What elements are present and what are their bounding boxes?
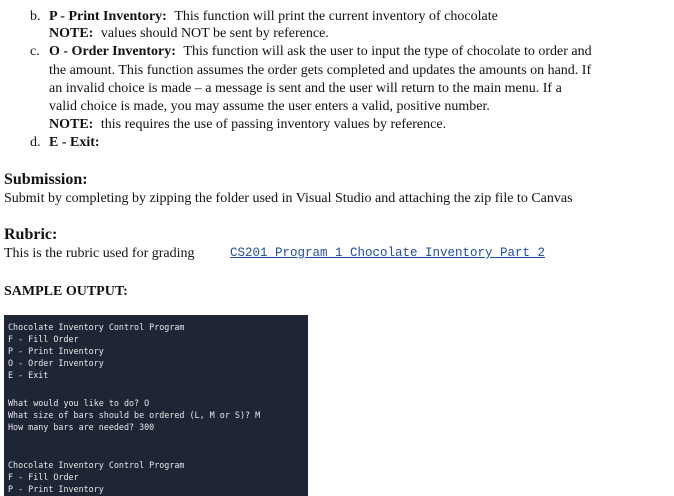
- console-line: What would you like to do? O: [8, 398, 150, 408]
- console-line: P - Print Inventory: [8, 346, 104, 356]
- console-line: Chocolate Inventory Control Program: [8, 322, 185, 332]
- console-line: O - Order Inventory: [8, 358, 104, 368]
- rubric-link[interactable]: CS201 Program 1 Chocolate Inventory Part 2: [230, 246, 546, 260]
- item-description-line: valid choice is made, you may assume the user enters a valid, positive number.: [49, 99, 490, 114]
- item-title: O - Order Inventory:: [49, 44, 176, 59]
- console-line: How many bars are needed? 300: [8, 422, 155, 432]
- list-marker-c: c.: [30, 44, 40, 59]
- console-line: What size of bars should be ordered (L, M or S)? M: [8, 410, 261, 420]
- item-description: This function will print the current inventory of chocolate: [174, 9, 498, 24]
- console-line: Chocolate Inventory Control Program: [8, 460, 185, 470]
- note-line: [49, 116, 446, 133]
- item-order-inventory: [49, 43, 592, 60]
- note-label: NOTE:: [49, 117, 94, 132]
- rubric-text: This is the rubric used for grading: [4, 246, 195, 261]
- console-line: F - Fill Order: [8, 472, 79, 482]
- sample-output-heading: SAMPLE OUTPUT:: [4, 284, 128, 299]
- console-output: [4, 315, 308, 496]
- submission-heading: Submission:: [4, 171, 88, 188]
- list-marker-b: b.: [30, 9, 41, 24]
- item-description: This function will ask the user to input the type of chocolate to order and: [183, 44, 592, 59]
- note-line: [49, 25, 329, 42]
- note-label: NOTE:: [49, 26, 94, 41]
- item-title: P - Print Inventory:: [49, 9, 167, 24]
- note-text: values should NOT be sent by reference.: [100, 26, 329, 41]
- console-line: E - Exit: [8, 370, 49, 380]
- note-text: this requires the use of passing inventory values by reference.: [100, 117, 447, 132]
- console-line: P - Print Inventory: [8, 484, 104, 494]
- item-description-line: the amount. This function assumes the order gets completed and updates the amounts on hand. If: [49, 63, 592, 78]
- rubric-heading: Rubric:: [4, 226, 58, 243]
- submission-text: Submit by completing by zipping the folder used in Visual Studio and attaching the zip file to Canvas: [4, 191, 573, 206]
- list-marker-d: d.: [30, 135, 41, 150]
- item-print-inventory: [49, 8, 498, 25]
- item-description-line: an invalid choice is made – a message is sent and the user will return to the main menu. If a: [49, 81, 562, 96]
- item-exit: E - Exit:: [49, 135, 100, 150]
- console-line: F - Fill Order: [8, 334, 79, 344]
